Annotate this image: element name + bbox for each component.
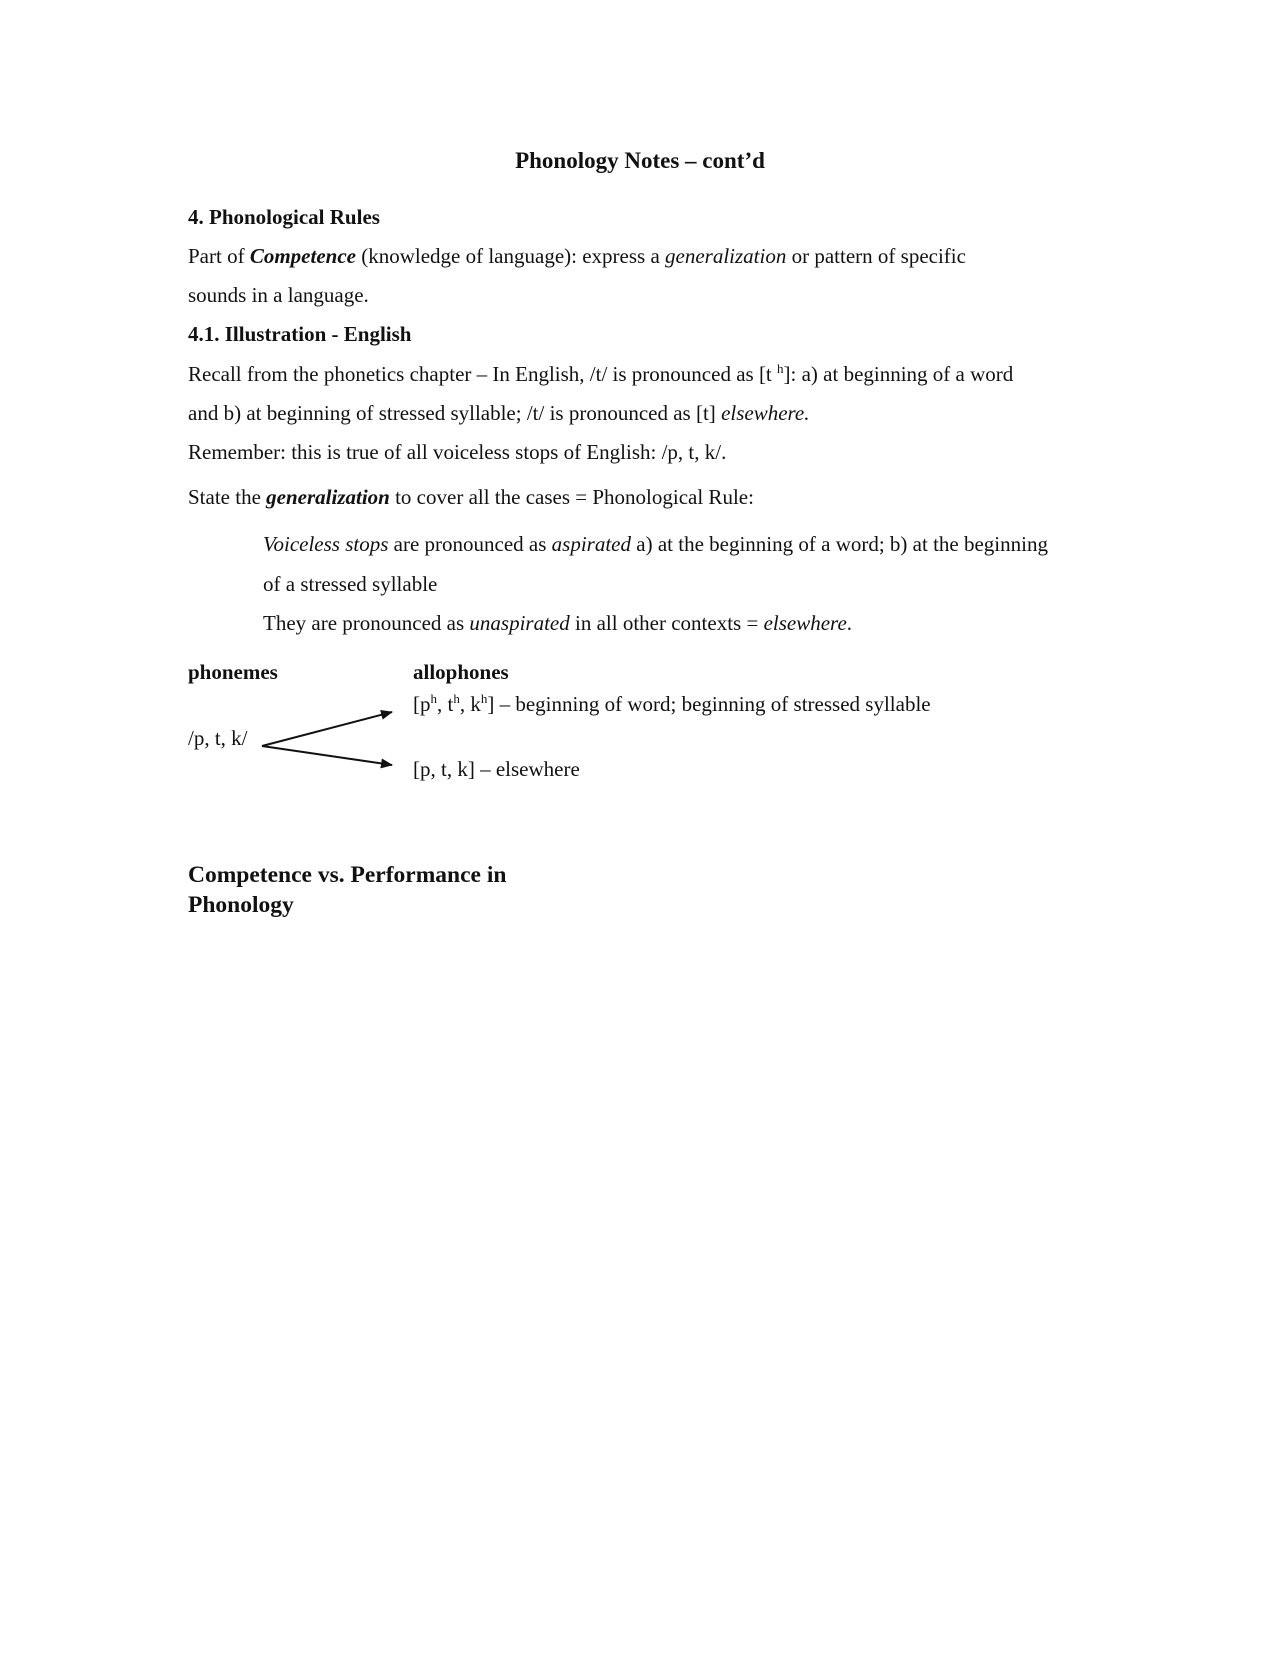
text-run: and b) at beginning of stressed syllable; /t/ is pronounced as [t] — [188, 401, 722, 425]
text-run: They are pronounced as — [263, 611, 470, 635]
text-run: in all other contexts = — [569, 611, 764, 635]
diagram-label-phonemes: phonemes — [188, 660, 278, 684]
superscript-h: h — [777, 361, 784, 376]
section-heading-phonological-rules: 4. Phonological Rules — [188, 205, 380, 229]
text-run: to cover all the cases = Phonological Rule: — [389, 485, 754, 509]
text-run: ]: a) at beginning of a word — [783, 362, 1014, 386]
text-run: Recall from the phonetics chapter – In English, /t/ is pronounced as [t — [188, 362, 778, 386]
rule-line3 — [263, 611, 852, 636]
section-heading-illustration-english: 4.1. Illustration - English — [188, 322, 412, 346]
rule-line2: of a stressed syllable — [263, 572, 438, 596]
paragraph-recall-line1 — [188, 362, 1013, 387]
term-unaspirated: unaspirated — [469, 611, 570, 635]
diagram-allophone-unaspirated: [p, t, k] – elsewhere — [413, 757, 580, 781]
arrow-to-unaspirated — [262, 746, 392, 765]
term-generalization-bold: generalization — [266, 485, 390, 509]
arrow-to-aspirated — [262, 712, 392, 746]
superscript-h: h — [453, 691, 460, 706]
text-run: State the — [188, 485, 267, 509]
term-competence: Competence — [249, 244, 356, 268]
page-title: Phonology Notes – cont’d — [515, 148, 765, 173]
paragraph-state-generalization — [188, 485, 754, 510]
term-generalization: generalization — [665, 244, 787, 268]
text-run: , k — [459, 692, 481, 716]
superscript-h: h — [480, 691, 488, 706]
diagram-label-allophones: allophones — [413, 660, 509, 684]
rule-line1 — [263, 532, 1048, 557]
paragraph-recall-line2 — [188, 401, 810, 426]
text-run: . — [846, 611, 853, 635]
term-aspirated: aspirated — [551, 532, 632, 556]
text-run: Part of — [188, 244, 250, 268]
paragraph-competence-line1 — [188, 244, 966, 269]
term-voiceless-stops: Voiceless stops — [263, 532, 389, 556]
superscript-h: h — [430, 691, 437, 706]
term-elsewhere: elsewhere. — [721, 401, 810, 425]
text-run: (knowledge of language): express a — [355, 244, 666, 268]
diagram-phoneme-ptk: /p, t, k/ — [188, 726, 248, 750]
diagram-allophone-aspirated — [413, 692, 931, 717]
text-run: a) at the beginning of a word; b) at the beginning — [631, 532, 1048, 556]
term-elsewhere: elsewhere — [763, 611, 847, 635]
text-run: [p — [413, 692, 431, 716]
text-run: are pronounced as — [388, 532, 552, 556]
section-heading-competence-vs-performance: Competence vs. Performance in Phonology — [188, 862, 507, 918]
text-run: , t — [437, 692, 454, 716]
paragraph-remember: Remember: this is true of all voiceless stops of English: /p, t, k/. — [188, 440, 727, 464]
paragraph-competence-line2: sounds in a language. — [188, 283, 369, 307]
text-run: or pattern of specific — [786, 244, 966, 268]
text-run: ] – beginning of word; beginning of stressed syllable — [487, 692, 931, 716]
